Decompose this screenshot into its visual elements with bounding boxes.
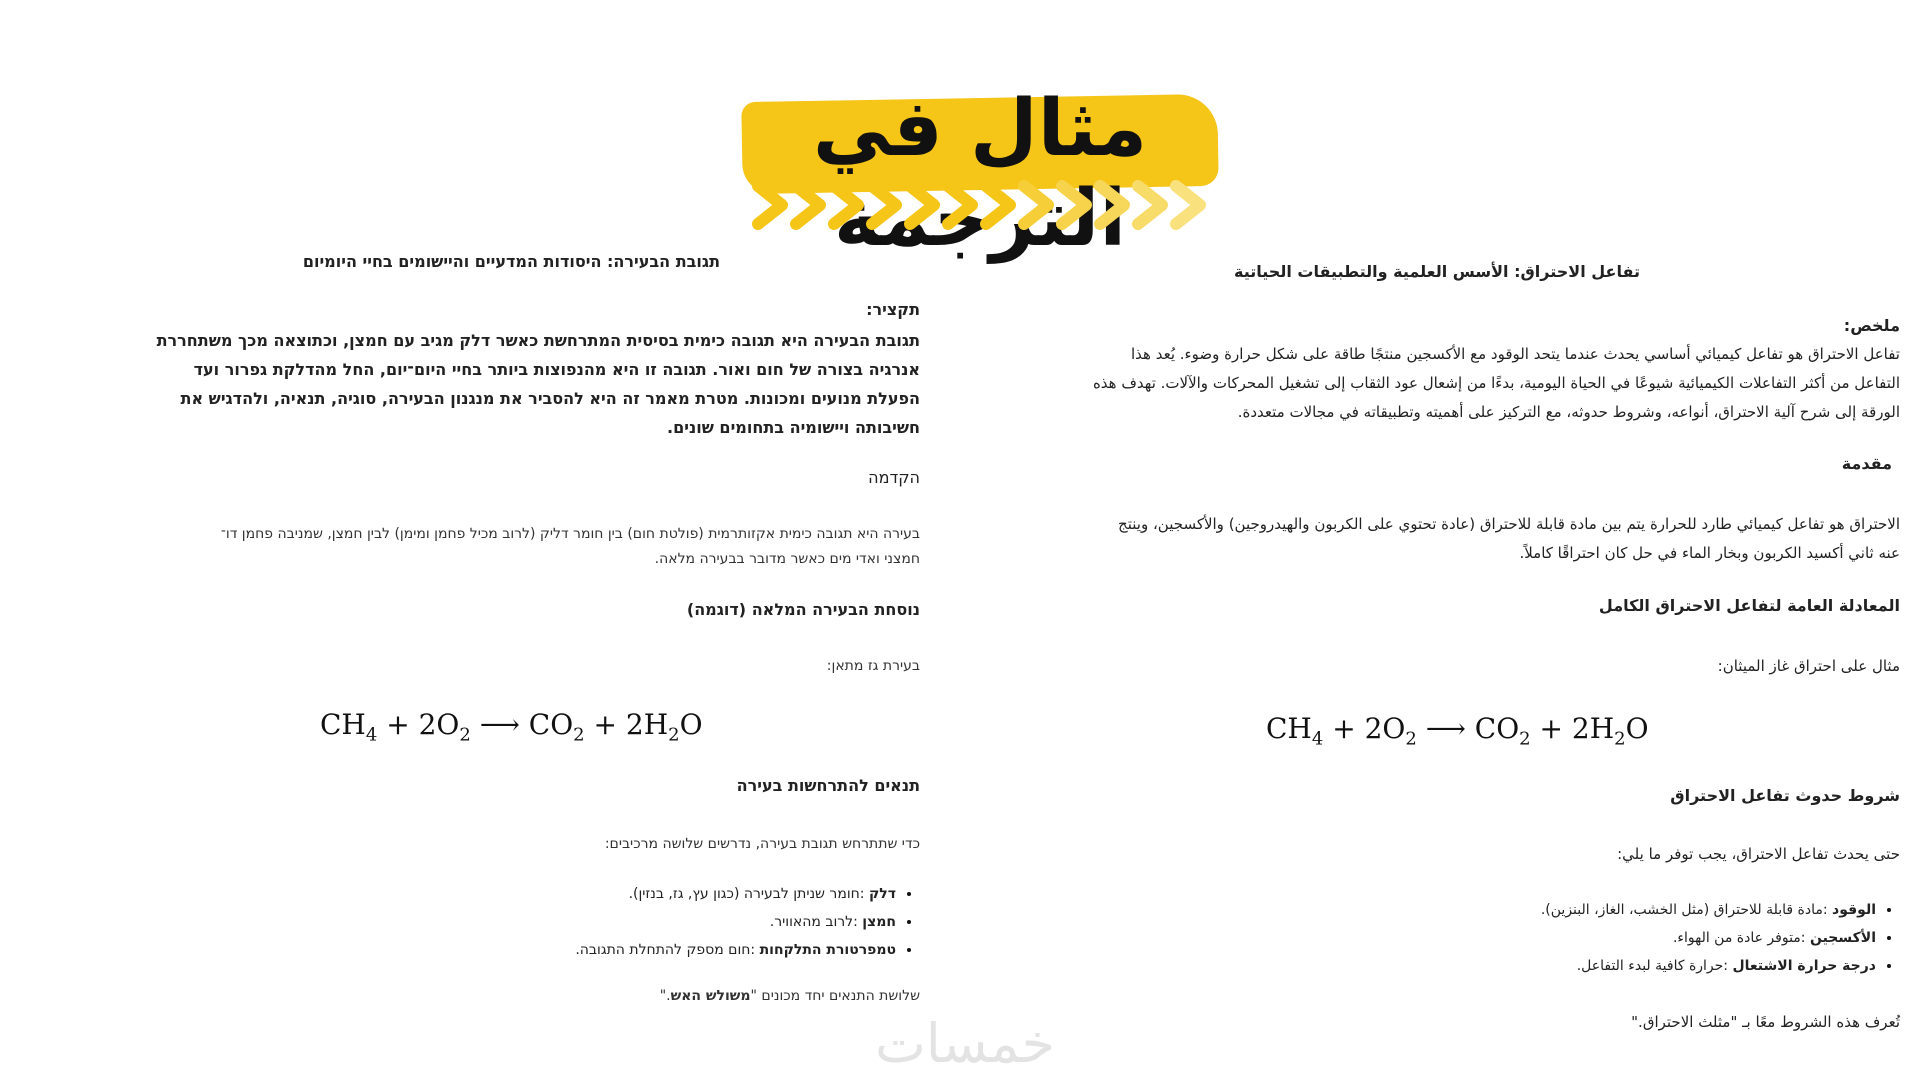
list-item (575, 880, 896, 908)
condition-term: טמפרטורת התלקחות (759, 942, 896, 958)
hebrew-intro-heading: הקדמה (868, 468, 920, 487)
condition-term: חמצן (862, 914, 896, 930)
arabic-example-label: مثال على احتراق غاز الميثان: (1717, 657, 1900, 675)
eq-sub: 2 (1405, 728, 1417, 750)
eq-sub: 4 (1311, 728, 1324, 750)
eq-sub: 2 (459, 724, 471, 746)
eq-coef: 2 (418, 708, 437, 741)
eq-coef: 2 (1571, 712, 1590, 745)
arabic-title: تفاعل الاحتراق: الأسس العلمية والتطبيقات الحياتية (1234, 262, 1640, 281)
hebrew-intro-line: בעירה היא תגובה כימית אקזותרמית (פולטת חום) בין חומר דליק (לרוב מכיל פחמן ומימן) לבין חמצן, שמניבה פחמן דו־ (220, 526, 920, 542)
eq-term: H (1589, 712, 1615, 745)
arabic-intro-line: عنه ثاني أكسيد الكربون وبخار الماء في حل كان احتراقًا كاملاً. (1519, 544, 1900, 562)
condition-desc: :חומר שניתן לבעירה (כגון עץ, גז, בנזין). (628, 886, 865, 902)
eq-sub: 2 (1614, 728, 1626, 750)
eq-term: CO (528, 708, 574, 741)
hebrew-abstract-heading: תקציר: (866, 300, 920, 319)
arrow-icon: ⟶ (1425, 712, 1466, 745)
arabic-formula-heading: المعادلة العامة لتفاعل الاحتراق الكامل (1598, 596, 1900, 615)
title-banner (740, 78, 1220, 264)
hebrew-title: תגובת הבעירה: היסודות המדעיים והיישומים בחיי היומיום (302, 252, 720, 271)
condition-desc: :לרוב מהאוויר. (769, 914, 858, 930)
eq-plus: + (593, 708, 617, 741)
hebrew-conditions-heading: תנאים להתרחשות בעירה (736, 776, 920, 795)
eq-sub: 2 (668, 724, 680, 746)
eq-plus: + (386, 708, 410, 741)
list-item (575, 936, 896, 964)
eq-term: CO (1474, 712, 1520, 745)
eq-sub: 2 (573, 724, 585, 746)
eq-plus: + (1332, 712, 1356, 745)
hebrew-abstract-line: חשיבותה ויישומיה בתחומים שונים. (667, 418, 920, 437)
hebrew-example-label: בעירת גז מתאן: (826, 658, 920, 674)
hebrew-abstract-line: תגובת הבעירה היא תגובה כימית בסיסית המתרחשת כאשר דלק מגיב עם חמצן, וכתוצאה מכך משתחררת (156, 331, 920, 350)
hebrew-equation (320, 708, 703, 746)
arabic-equation (1266, 712, 1649, 750)
list-item (575, 908, 896, 936)
arabic-abstract (1030, 340, 1900, 427)
arabic-abstract-heading: ملخص: (1843, 316, 1900, 335)
condition-desc: :חום מספק להתחלת התגובה. (575, 942, 756, 958)
hebrew-triangle-note (660, 984, 920, 1009)
eq-coef: 2 (1364, 712, 1383, 745)
hebrew-abstract-line: אנרגיה בצורה של חום ואור. תגובה זו היא מהנפוצות ביותר בחיי היום־יום, החל מהדלקת גפרור ועד (193, 360, 920, 379)
arabic-abstract-line: الورقة إلى شرح آلية الاحتراق، أنواعه، وشروط حدوثه، مع التركيز على أهميته وتطبيقاته في مجالات متعددة. (1237, 403, 1900, 421)
eq-sub: 2 (1519, 728, 1531, 750)
hebrew-document (100, 240, 920, 1020)
banner-title: مثال في الترجمة (812, 84, 1148, 264)
hebrew-abstract (100, 326, 920, 442)
eq-term: CH (320, 708, 366, 741)
watermark-logo: خمسات (874, 1012, 1056, 1075)
arabic-intro-line: الاحتراق هو تفاعل كيميائي طارد للحرارة يتم بين مادة قابلة للاحتراق (عادة تحتوي على الكربون والهيدروجين) والأكسجين، وينتج (1118, 515, 1900, 533)
eq-plus: + (1539, 712, 1563, 745)
hebrew-intro-line: חמצני ואדי מים כאשר מדובר בבעירה מלאה. (654, 551, 920, 567)
triangle-term: משולש האש (670, 988, 751, 1004)
arabic-intro (1030, 510, 1900, 568)
hebrew-conditions-list (575, 880, 920, 964)
arabic-triangle-note: تُعرف هذه الشروط معًا بـ "مثلث الاحتراق." (1631, 1013, 1900, 1031)
condition-desc: :حرارة كافية لبدء التفاعل. (1576, 958, 1729, 974)
eq-sub: 4 (365, 724, 378, 746)
condition-term: درجة حرارة الاشتعال (1732, 958, 1876, 974)
list-item (1541, 952, 1876, 980)
hebrew-conditions-intro: כדי שתתרחש תגובת בעירה, נדרשים שלושה מרכיבים: (604, 836, 920, 852)
list-item (1541, 896, 1876, 924)
eq-term: O (679, 708, 703, 741)
condition-desc: :مادة قابلة للاحتراق (مثل الخشب، الغاز، البنزين). (1540, 902, 1828, 918)
eq-coef: 2 (625, 708, 644, 741)
eq-term: O (1625, 712, 1649, 745)
chevron-arrows-icon (748, 180, 1212, 230)
eq-term: CH (1266, 712, 1312, 745)
arabic-intro-heading: مقدمة (1841, 454, 1892, 473)
triangle-suffix: ." (659, 988, 671, 1004)
arabic-abstract-line: تفاعل الاحتراق هو تفاعل كيميائي أساسي يحدث عندما يتحد الوقود مع الأكسجين منتجًا طاقة على شكل حرارة وضوء. يُعد هذا (1131, 345, 1900, 363)
arabic-conditions-list (1541, 896, 1900, 980)
list-item (1541, 924, 1876, 952)
condition-term: الأكسجين (1809, 930, 1876, 946)
hebrew-formula-heading: נוסחת הבעירה המלאה (דוגמה) (686, 600, 920, 619)
triangle-prefix: שלושת התנאים יחד מכונים " (750, 988, 920, 1004)
arabic-conditions-heading: شروط حدوث تفاعل الاحتراق (1670, 786, 1900, 805)
hebrew-abstract-line: הפעלת מנועים ומכונות. מטרת מאמר זה היא להסביר את מנגנון הבעירה, סוגיה, תנאיה, ולהדגיש את (180, 389, 920, 408)
arabic-conditions-intro: حتى يحدث تفاعل الاحتراق، يجب توفر ما يلي: (1617, 845, 1900, 863)
eq-term: O (1382, 712, 1406, 745)
eq-term: O (436, 708, 460, 741)
condition-term: דלק (868, 886, 896, 902)
arabic-abstract-line: التفاعل من أكثر التفاعلات الكيميائية شيوعًا في الحياة اليومية، بدءًا من إشعال عود الثقاب إلى تشغيل المحركات والآلات. تهدف هذه (1092, 374, 1900, 392)
condition-desc: :متوفر عادة من الهواء. (1672, 930, 1806, 946)
condition-term: الوقود (1832, 902, 1876, 918)
arrow-icon: ⟶ (479, 708, 520, 741)
hebrew-intro (100, 522, 920, 572)
arabic-document (1030, 240, 1900, 1040)
eq-term: H (643, 708, 669, 741)
